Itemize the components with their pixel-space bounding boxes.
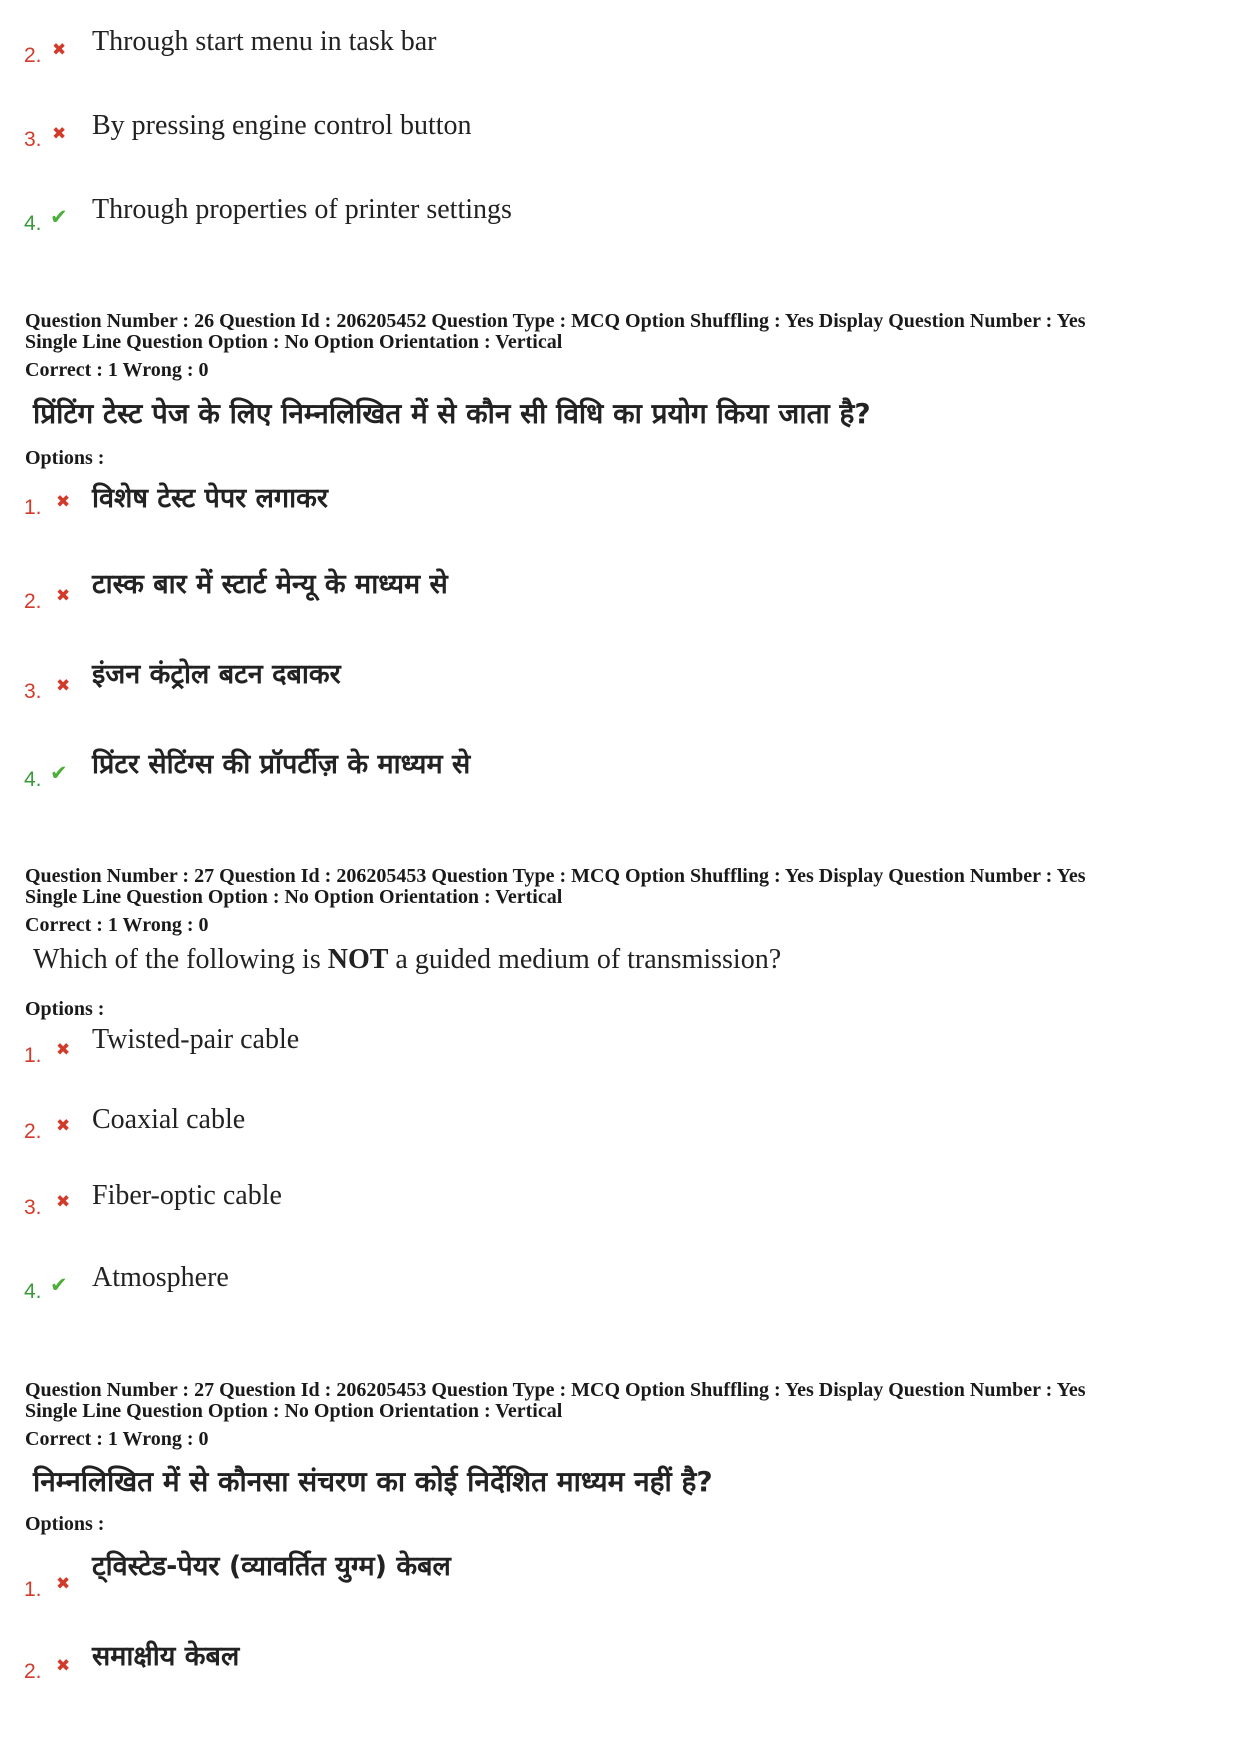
option-text: टास्क बार में स्टार्ट मेन्यू के माध्यम से xyxy=(92,569,448,600)
check-icon: ✔ xyxy=(50,205,68,229)
options-label: Options : xyxy=(25,1513,105,1535)
question-meta-line2: Single Line Question Option : No Option Orientation : Vertical xyxy=(25,331,563,353)
option-number: 3. xyxy=(24,1196,42,1219)
wrong-icon: ✖ xyxy=(56,492,71,512)
option-text: प्रिंटर सेटिंग्स की प्रॉपर्टीज़ के माध्यम से xyxy=(92,749,471,780)
wrong-icon: ✖ xyxy=(52,124,67,144)
question-meta-line2: Single Line Question Option : No Option Orientation : Vertical xyxy=(25,1400,563,1422)
option-text: Fiber-optic cable xyxy=(92,1180,282,1211)
wrong-icon: ✖ xyxy=(56,1116,71,1136)
question-meta-line1: Question Number : 27 Question Id : 206205453 Question Type : MCQ Option Shuffling : Yes Display Question Number : Yes xyxy=(25,1379,1086,1401)
wrong-icon: ✖ xyxy=(56,1040,71,1060)
wrong-icon: ✖ xyxy=(56,676,71,696)
option-text: Twisted-pair cable xyxy=(92,1024,300,1055)
option-number: 2. xyxy=(24,1660,42,1683)
options-label: Options : xyxy=(25,998,105,1020)
question-meta-line1: Question Number : 26 Question Id : 206205452 Question Type : MCQ Option Shuffling : Yes Display Question Number : Yes xyxy=(25,310,1086,332)
options-label: Options : xyxy=(25,447,105,469)
question-meta-line2: Single Line Question Option : No Option Orientation : Vertical xyxy=(25,886,563,908)
wrong-icon: ✖ xyxy=(52,40,67,60)
option-text: विशेष टेस्ट पेपर लगाकर xyxy=(92,483,328,514)
option-number: 2. xyxy=(24,44,42,67)
option-text: By pressing engine control button xyxy=(92,110,472,141)
option-number: 4. xyxy=(24,768,42,791)
option-text: Atmosphere xyxy=(92,1262,229,1293)
score-line: Correct : 1 Wrong : 0 xyxy=(25,1428,209,1450)
option-text: Coaxial cable xyxy=(92,1104,246,1135)
option-text: Through start menu in task bar xyxy=(92,26,437,57)
option-number: 3. xyxy=(24,680,42,703)
score-line: Correct : 1 Wrong : 0 xyxy=(25,914,209,936)
wrong-icon: ✖ xyxy=(56,586,71,606)
wrong-icon: ✖ xyxy=(56,1656,71,1676)
option-text: इंजन कंट्रोल बटन दबाकर xyxy=(92,659,341,690)
option-number: 1. xyxy=(24,496,42,519)
option-text: ट्विस्टेड-पेयर (व्यावर्तित युग्म) केबल xyxy=(92,1551,451,1582)
question-text: Which of the following is NOT a guided medium of transmission? xyxy=(33,944,782,975)
option-number: 2. xyxy=(24,1120,42,1143)
option-number: 3. xyxy=(24,128,42,151)
wrong-icon: ✖ xyxy=(56,1192,71,1212)
option-number: 4. xyxy=(24,1280,42,1303)
score-line: Correct : 1 Wrong : 0 xyxy=(25,359,209,381)
option-number: 2. xyxy=(24,590,42,613)
option-text: Through properties of printer settings xyxy=(92,194,512,225)
emphasis-not: NOT xyxy=(327,944,389,975)
emphasis-not: नहीं xyxy=(634,1465,672,1498)
wrong-icon: ✖ xyxy=(56,1574,71,1594)
question-text: निम्नलिखित में से कौनसा संचरण का कोई निर्देशित माध्यम नहीं है? xyxy=(33,1465,713,1498)
check-icon: ✔ xyxy=(50,1273,68,1297)
option-number: 1. xyxy=(24,1044,42,1067)
option-number: 1. xyxy=(24,1578,42,1601)
option-number: 4. xyxy=(24,212,42,235)
check-icon: ✔ xyxy=(50,761,68,785)
question-text: प्रिंटिंग टेस्ट पेज के लिए निम्नलिखित में से कौन सी विधि का प्रयोग किया जाता है? xyxy=(33,397,871,430)
option-text: समाक्षीय केबल xyxy=(92,1641,240,1672)
question-meta-line1: Question Number : 27 Question Id : 206205453 Question Type : MCQ Option Shuffling : Yes Display Question Number : Yes xyxy=(25,865,1086,887)
